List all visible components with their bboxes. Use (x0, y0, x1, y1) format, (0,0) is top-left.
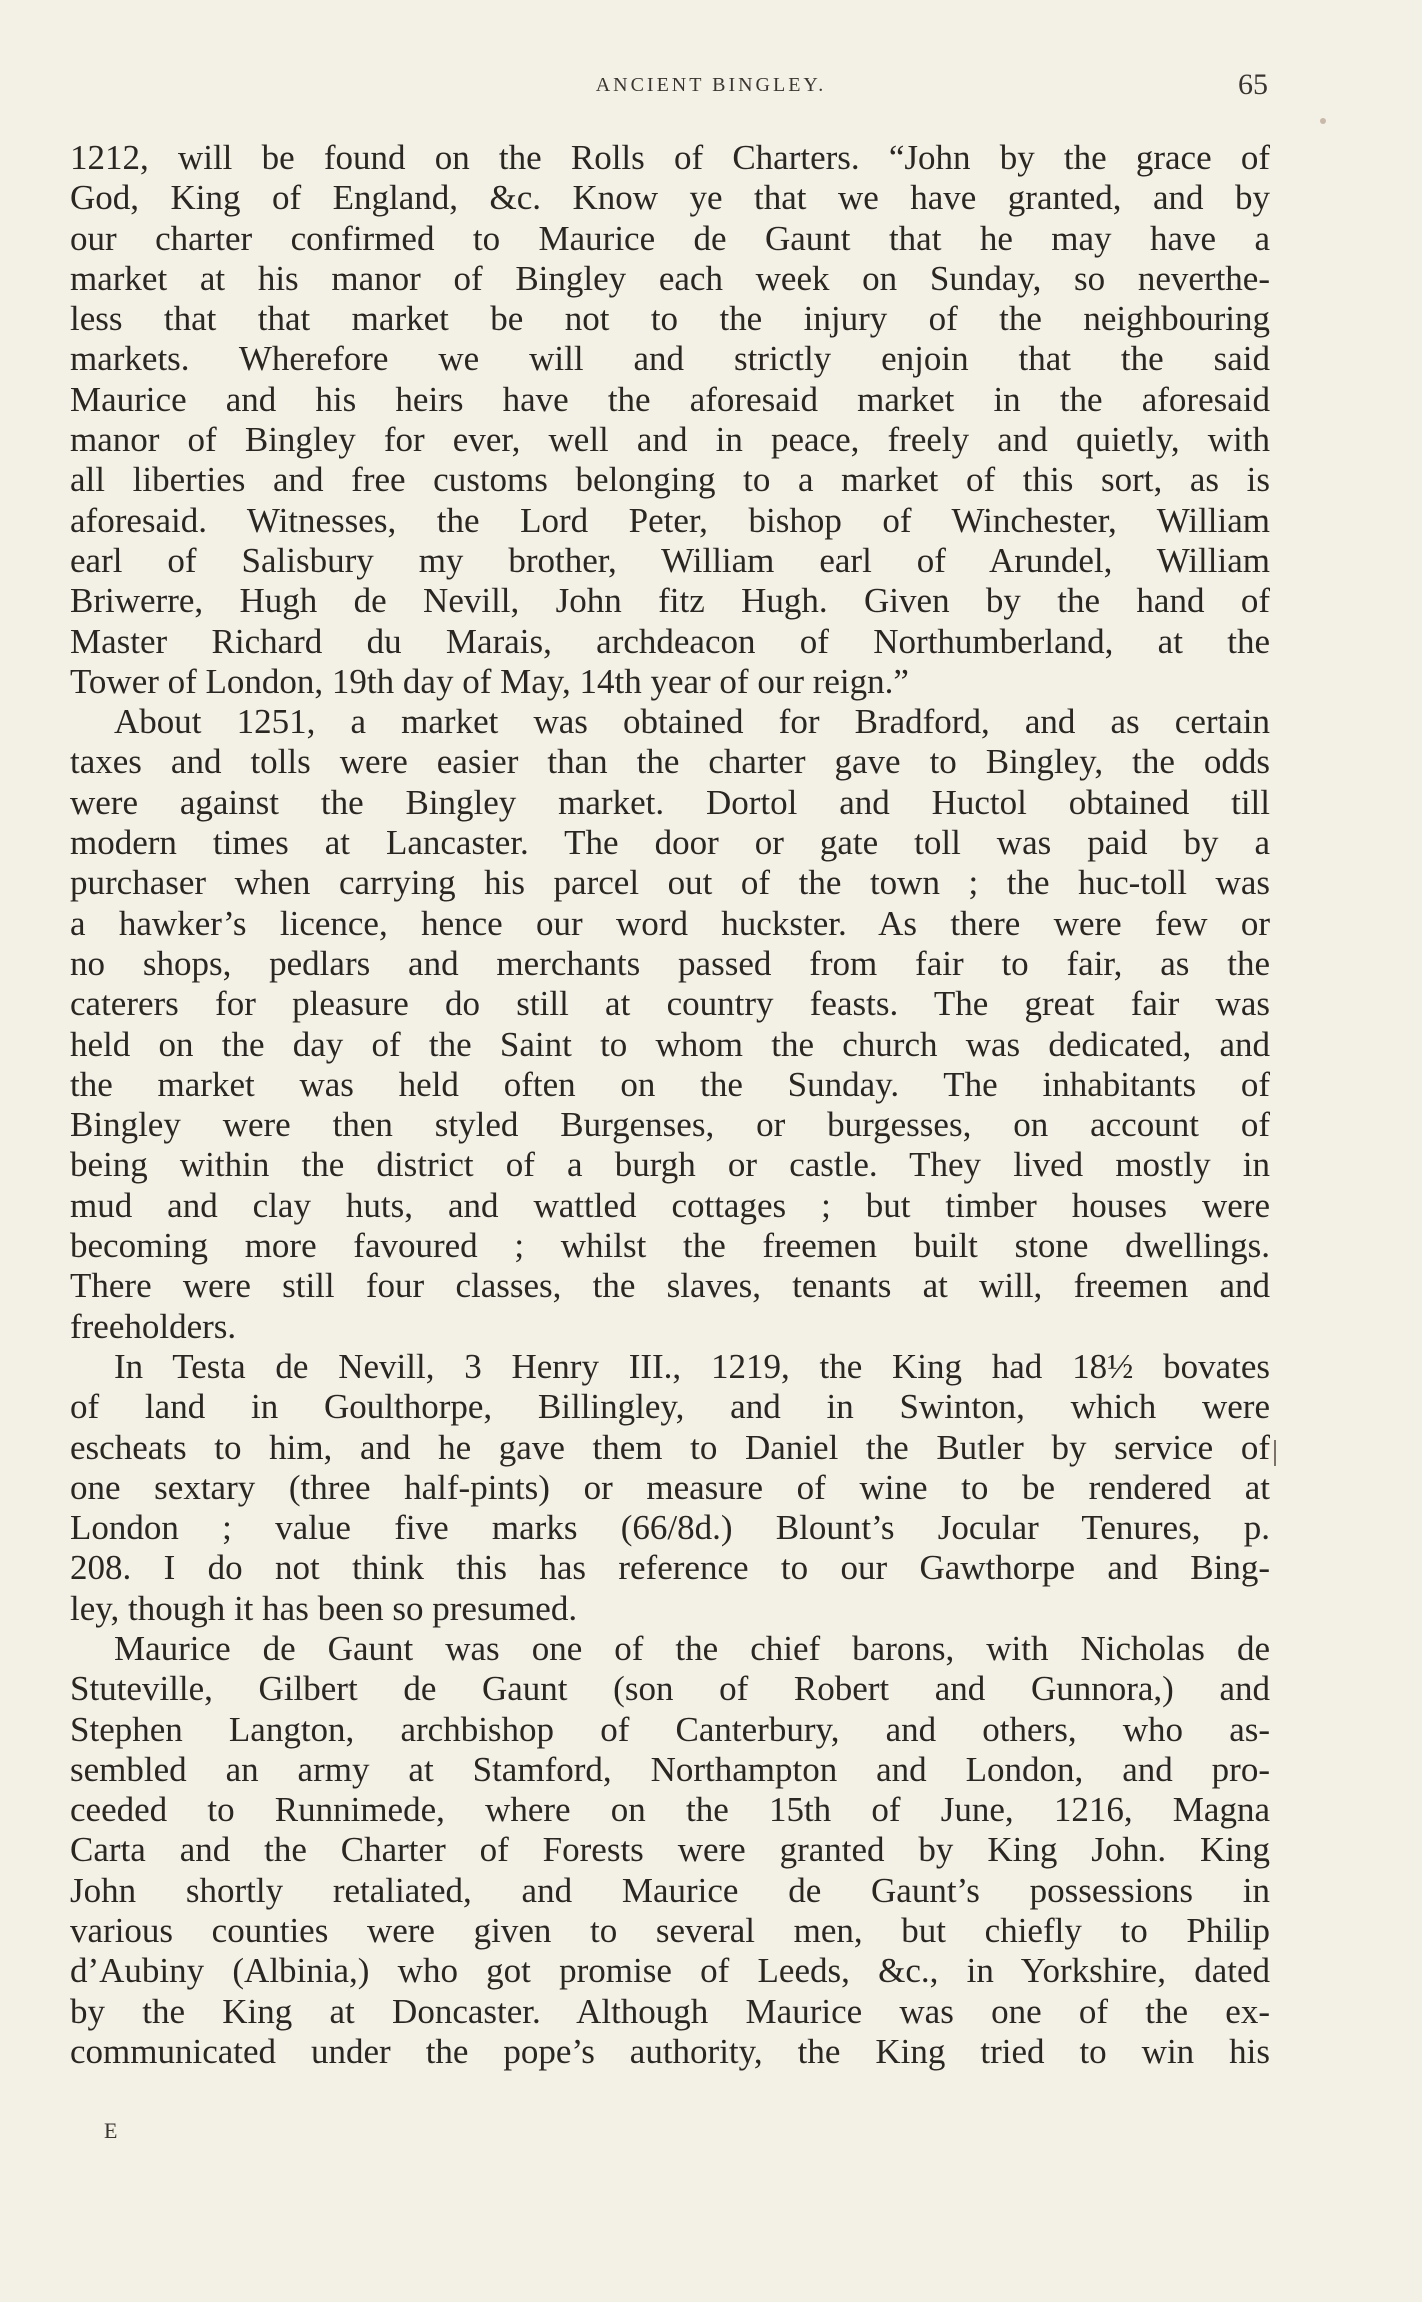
text-line: no shops, pedlars and merchants passed from fair to fair, as the (70, 943, 1270, 983)
text-line: less that that market be not to the injury of the neighbouring (70, 299, 1270, 339)
text-line: taxes and tolls were easier than the charter gave to Bingley, the odds (70, 742, 1270, 782)
text-line: becoming more favoured ; whilst the freemen built stone dwellings. (70, 1226, 1270, 1266)
text-line: caterers for pleasure do still at country feasts. The great fair was (70, 984, 1270, 1024)
running-title: ANCIENT BINGLEY. (595, 74, 827, 96)
text-line: Stephen Langton, archbishop of Canterbury, and others, who as- (70, 1709, 1270, 1749)
text-line: Master Richard du Marais, archdeacon of Northumberland, at the (70, 621, 1270, 661)
text-line: John shortly retaliated, and Maurice de Gaunt’s possessions in (70, 1870, 1270, 1910)
text-line: ceeded to Runnimede, where on the 15th of June, 1216, Magna (70, 1790, 1270, 1830)
text-line: one sextary (three half-pints) or measure of wine to be rendered at (70, 1467, 1270, 1507)
paper-speck (1320, 118, 1326, 124)
text-line: various counties were given to several men, but chiefly to Philip (70, 1911, 1270, 1951)
margin-mark (1274, 1440, 1276, 1466)
text-line: a hawker’s licence, hence our word huckster. As there were few or (70, 903, 1270, 943)
text-line: There were still four classes, the slaves, tenants at will, freemen and (70, 1266, 1270, 1306)
text-line: d’Aubiny (Albinia,) who got promise of Leeds, &c., in Yorkshire, dated (70, 1951, 1270, 1991)
text-line: Tower of London, 19th day of May, 14th year of our reign.” (70, 661, 909, 701)
body-text (70, 138, 1270, 2072)
text-line: aforesaid. Witnesses, the Lord Peter, bishop of Winchester, William (70, 500, 1270, 540)
page-number: 65 (1238, 68, 1268, 101)
paragraph-first-line: In Testa de Nevill, 3 Henry III., 1219, the King had 18½ bovates (114, 1346, 1270, 1386)
text-line: London ; value five marks (66/8d.) Blount’s Jocular Tenures, p. (70, 1508, 1270, 1548)
text-line: ley, though it has been so presumed. (70, 1588, 578, 1628)
text-line: purchaser when carrying his parcel out of the town ; the huc-toll was (70, 863, 1270, 903)
text-line: Stuteville, Gilbert de Gaunt (son of Robert and Gunnora,) and (70, 1669, 1270, 1709)
text-line: modern times at Lancaster. The door or gate toll was paid by a (70, 823, 1270, 863)
text-line: freeholders. (70, 1306, 237, 1346)
text-line: were against the Bingley market. Dortol and Huctol obtained till (70, 782, 1270, 822)
text-line: being within the district of a burgh or castle. They lived mostly in (70, 1145, 1270, 1185)
text-line: God, King of England, &c. Know ye that we have granted, and by (70, 178, 1270, 218)
text-line: earl of Salisbury my brother, William earl of Arundel, William (70, 540, 1270, 580)
text-line: by the King at Doncaster. Although Maurice was one of the ex- (70, 1991, 1270, 2031)
text-line: communicated under the pope’s authority, the King tried to win his (70, 2031, 1270, 2071)
text-line: Carta and the Charter of Forests were granted by King John. King (70, 1830, 1270, 1870)
text-line: all liberties and free customs belonging to a market of this sort, as is (70, 460, 1270, 500)
text-line: 208. I do not think this has reference to our Gawthorpe and Bing- (70, 1548, 1270, 1588)
paragraph-first-line: About 1251, a market was obtained for Bradford, and as certain (114, 702, 1270, 742)
text-line: Maurice and his heirs have the aforesaid market in the aforesaid (70, 379, 1270, 419)
text-line: manor of Bingley for ever, well and in peace, freely and quietly, with (70, 420, 1270, 460)
text-line: the market was held often on the Sunday. The inhabitants of (70, 1064, 1270, 1104)
text-line: mud and clay huts, and wattled cottages ; but timber houses were (70, 1185, 1270, 1225)
text-line: 1212, will be found on the Rolls of Charters. “John by the grace of (70, 138, 1270, 177)
signature-mark: E (104, 2118, 119, 2143)
text-line: sembled an army at Stamford, Northampton and London, and pro- (70, 1749, 1270, 1789)
text-line: Bingley were then styled Burgenses, or burgesses, on account of (70, 1105, 1270, 1145)
paragraph-first-line: Maurice de Gaunt was one of the chief barons, with Nicholas de (114, 1628, 1270, 1668)
text-line: Briwerre, Hugh de Nevill, John fitz Hugh. Given by the hand of (70, 581, 1270, 621)
text-line: of land in Goulthorpe, Billingley, and in Swinton, which were (70, 1387, 1270, 1427)
text-line: our charter confirmed to Maurice de Gaunt that he may have a (70, 218, 1270, 258)
text-line: markets. Wherefore we will and strictly enjoin that the said (70, 339, 1270, 379)
text-line: held on the day of the Saint to whom the church was dedicated, and (70, 1024, 1270, 1064)
text-line: escheats to him, and he gave them to Daniel the Butler by service of (70, 1427, 1270, 1467)
running-head (0, 70, 1422, 110)
text-line: market at his manor of Bingley each week on Sunday, so neverthe- (70, 258, 1270, 298)
